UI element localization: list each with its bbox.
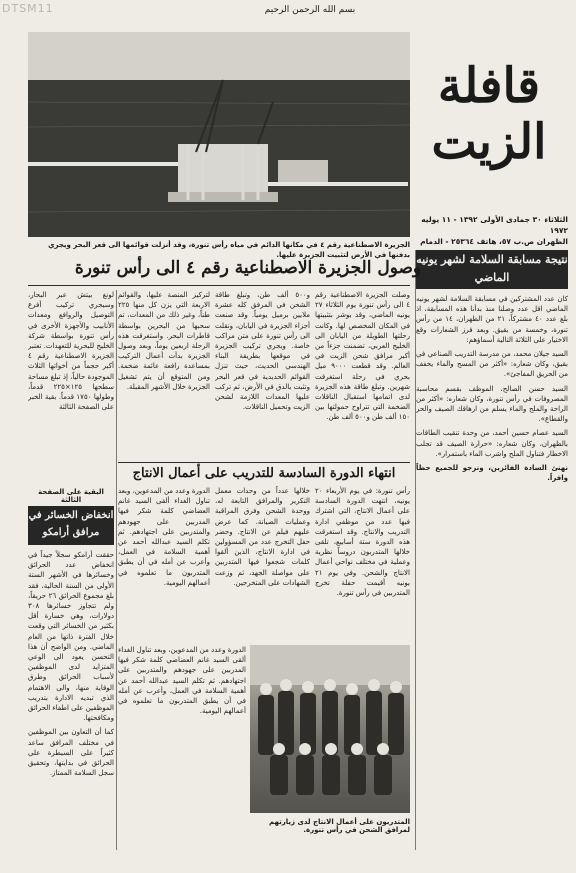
training-article-col2: خلالها عدداً من وحدات معمل التكرير والمرافق التابعة له، ووحدة الشحن وفرق المراقبة وعمليات الصيانة. كما عرض عليهم فيلم عن الانتاج. وحضر حفل التخرج عدد من المسؤولين في ادارة الانتاج، الذين ألقوا كلمات شجعوا فيها المتدربين على مواصلة الجهد، ثم وزعت الشهادات على المتخرجين.: [215, 487, 310, 587]
bottom-photo-trainees: [250, 645, 410, 813]
headline-rule: [28, 285, 410, 286]
island-article-col1: وصلت الجزيرة الاصطناعية رقم ٤ الى رأس تنورة يوم الثلاثاء ٢٧ يونيه الماضي، وقد بوشر بتثبيتها في المكان المخصص لها. وكانت رحلتها الطويلة من اليابان الى الخليج العربي، تضمنت جزءاً من أكبر مرافق شحن الزيت في العالم. وقد قطعت ٩٠٠٠ ميل بحري في رحلة استغرقت شهرين. وتبلغ طاقة هذه الجزيرة لدى اتمامها استقبال الناقلات الضخمة التي تتراوح حمولتها بين ١٥٠ ألف طن و٥٠٠ ألف طن.: [315, 291, 410, 422]
losses-column: [28, 550, 114, 850]
masthead-title: [410, 58, 568, 170]
losses-text: حققت أرامكو سجلاً جيداً في انخفاض عدد الحرائق وخسائرها في الأشهر الستة الأولى من السنة الحالية، فقد بلغ مجموع الحرائق ٢٦ حريقاً، ولم تتجاوز خسائرها ٣٠٨ دولارات، وهي خسارة أقل بكثير من الخسائر التي وقعت خلال الفترة ذاتها من العام الماضي. ومن الواضح أن هذا التحسن يعود الى الوعي المتزايد لدى الموظفين لأسباب الحرائق وطرق الوقاية منها، والى الاهتمام الذي تبديه الادارة بتدريب الموظفين على اطفاء الحرائق ومكافحتها.: [28, 551, 114, 723]
losses-title: انخفاض الخسائر في مرافق أرامكو: [28, 506, 114, 545]
losses-text-2: كما أن التعاون بين الموظفين في مختلف المرافق ساعد كثيراً على السيطرة على الحرائق في بدايتها، وتحقيق سجل السلامة الممتاز.: [28, 728, 114, 778]
training-continuation-text: الدورة وعدد من المدعوين، وبعد تناول الغداء ألقى السيد غانم العضاضي كلمة شكر فيها المدربين على جهودهم والمتدربين على اجتهادهم. ثم تكلم السيد عبدالله أحمد عن أهمية السلامة في العمل، وأعرب عن أمله في أن يطبق المتدربون ما تعلموه في أعمالهم اليومية.: [118, 646, 246, 716]
safety-contest-intro: كان عدد المشتركين في مسابقة السلامة لشهر يونيه الماضي اقل عدد وصلنا منذ بدأنا هذه المسابقة، اذ بلغ عدد ٤٠ مشتركاً، ٢١ من الظهران، ١٤ من رأس تنورة، وخمسة من بقيق. وبعد فرز الشعارات وقع الاختيار على الثلاثة التالية أسماؤهم:: [416, 295, 568, 344]
training-headline: انتهاء الدورة السادسة للتدريب على أعمال الانتاج: [132, 466, 396, 481]
top-photo-caption: الجزيرة الاصطناعية رقم ٤ في مكانها الدائم في مياه رأس تنورة، وقد أنزلت قوائمها الى قعر البحر ويجري بدفنها في الأرض لتثبيت الجزيرة عليها.: [48, 241, 410, 259]
training-top-rule: [118, 462, 410, 463]
training-article-continuation: [118, 645, 246, 845]
bottom-photo-caption: المتدربون على أعمال الانتاج لدى زيارتهم لمرافق الشحن في رأس تنورة.: [268, 818, 410, 834]
dateline-address: الظهران ص.ب ٥٧، هاتف ٢٥٣٦٤ - الدمام: [420, 237, 568, 246]
dateline-date: الثلاثاء ٣٠ جمادى الأولى ١٣٩٢ - ١١ يوليه ١٩٧٢: [421, 215, 568, 235]
safety-contest-footer: نهنئ السادة الفائزين، ونرجو للجميع حظاً وافراً.: [416, 464, 568, 483]
island-article-col4: لونغ بيتش عبر البحار، وسيجري تركيب أفرع التوصيل والروافع ومعدات الأنابيب والأجهزة الأخرى في رأس تنورة بواسطة شركة الخليج للبحرية للتعهدات. تعتبر الجزيرة الاصطناعية رقم ٤ أكبر حجماً من أخواتها الثلاث الموجودة حالياً، إذ تبلغ مساحة سطحها ١٢٥×٢٢٥ قدماً، وطولها ١٧٥٠ قدماً. بقية الخبر على الصفحة الثالثة: [28, 291, 114, 412]
main-headline: وصول الجزيرة الاصطناعية رقم ٤ الى رأس تنورة: [74, 258, 422, 278]
safety-winner-2: السيد حسن الصالح، الموظف بقسم محاسبة المصروفات في رأس تنورة، وكان شعاره: «أكثر من الراحة والملح والماء يسلم من ارهاقك الصيف والحر والقطاع».: [416, 384, 568, 424]
training-article-col1: رأس تنورة: في يوم الأربعاء ٢٠ يونيه، انتهت الدورة السادسة على أعمال الانتاج، التي اشترك فيها عدد من موظفي ادارة التدريب والانتاج. وقد استغرقت هذه الدورة ستة أسابيع، تلقى خلالها المتدربون دروساً نظرية وعملية في مختلف نواحي أعمال الانتاج والشحن. وفي يوم ٢١ يونيه أقيمت حفلة تخرج المتدربين في رأس تنورة.: [315, 487, 410, 598]
island-article-col3: لتركيز المنصة عليها، والقوائم الاربعة التي يزن كل منها ٢٢٥ طناً، وغير ذلك من المعدات، تم سحبها من البحرين بواسطة قاطرات البحر. واستغرقت هذه الرحلة اربعين يوماً، وبعد وصول الجزيرة بدأت أعمال التركيب بمساعدة رافعة عائمة ضخمة. ومن المتوقع أن يتم تشغيل الجزيرة خلال الأشهر المقبلة.: [118, 291, 210, 391]
island-continued-note: البقية على الصفحة الثالثة: [38, 488, 104, 504]
masthead-title-line1: قافلة: [437, 58, 541, 114]
masthead-title-line2: الزيت: [431, 114, 547, 170]
island-illustration: [28, 32, 410, 237]
dateline: [408, 214, 568, 247]
safety-winner-3: السيد عصام حسين أحمد، من وحدة تنقيب الطاقات بالظهران، وكان شعاره: «حرارة الصيف قد تجلب الاخطار فتناول الملح واشرب الماء باستمرار».: [416, 429, 568, 458]
column-divider: [415, 250, 416, 850]
watermark: DTSM11: [2, 2, 54, 15]
column-divider-left: [116, 290, 117, 850]
trainees-illustration: [250, 645, 410, 813]
safety-winner-1: السيد جيلان محمد، من مدرسة التدريب الصناعي في بقيق، وكان شعاره: «أكثر من المسح والماء يخفف من الحريق المفاجئ».: [416, 350, 568, 379]
safety-contest-title: نتيجة مسابقة السلامة لشهر يونيه الماضي: [416, 250, 568, 289]
island-article-col2: و٥٠٠ ألف طن، وتبلغ طاقة الشحن في المرفق كله عشرة ملايين برميل يومياً. وقد صنعت أجزاء الجزيرة في اليابان، ونقلت الى رأس تنورة على متن مراكب خاصة. ويجري تركيب الجزيرة في موقعها بطريقة البناء الهندسي الحديث، حيث تنزل القوائم الحديدية في قعر البحر وتثبت بالدق في الأرض، ثم تركب عليها المعدات اللازمة لشحن الزيت وتحميل الناقلات.: [215, 291, 310, 412]
bismillah: بسم الله الرحمن الرحيم: [264, 5, 356, 15]
top-photo-artificial-island: [28, 32, 410, 237]
safety-contest-column: [416, 294, 568, 850]
training-article-col3: الدورة وعدد من المدعوين، وبعد تناول الغداء ألقى السيد غانم العضاضي كلمة شكر فيها المدربين على جهودهم والمتدربين على اجتهادهم. ثم تكلم السيد عبدالله أحمد عن أهمية السلامة في العمل، وأعرب عن أمله في أن يطبق المتدربون ما تعلموه في أعمالهم اليومية.: [118, 487, 210, 587]
